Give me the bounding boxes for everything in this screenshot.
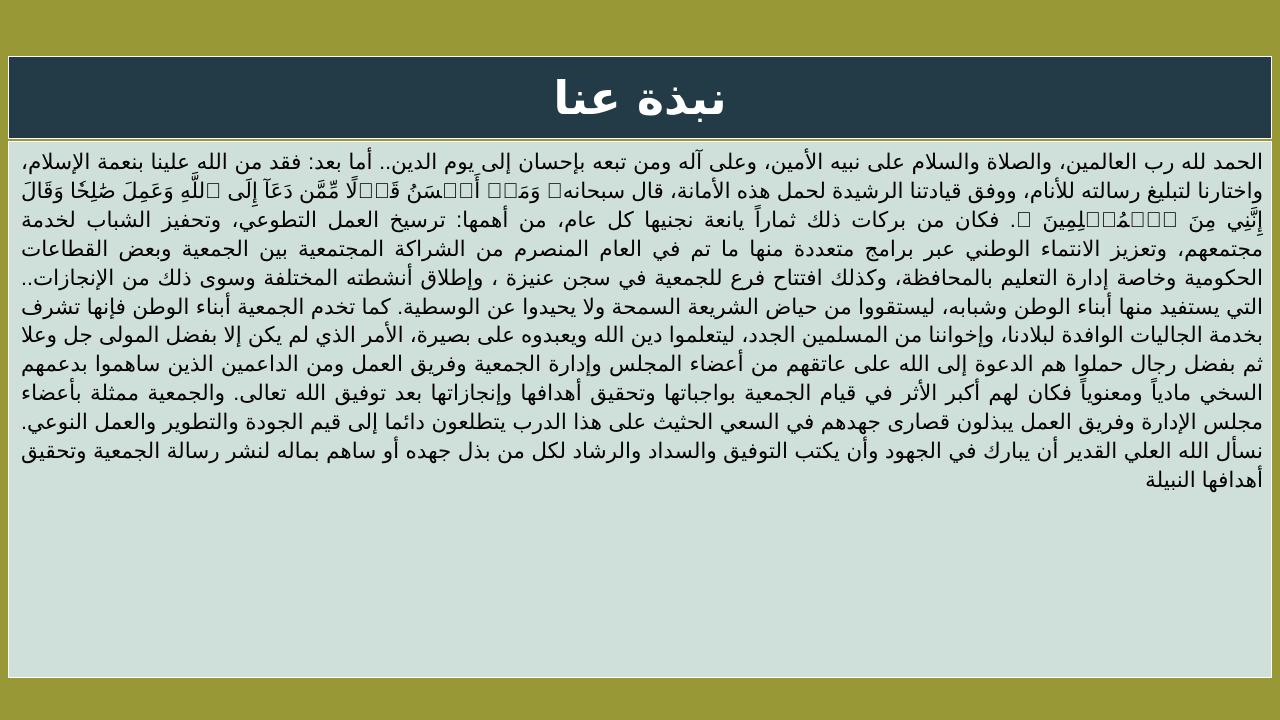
content-panel	[8, 141, 1272, 678]
about-paragraph: الحمد لله رب العالمين، والصلاة والسلام على نبيه الأمين، وعلى آله ومن تبعه بإحسان إلى يوم الدين.. أما بعد: فقد من الله علينا بنعمة الإسلام، واختارنا لتبليغ رسالته للأنام، ووفق قيادتنا الرشيدة لحمل هذه الأمانة، قال سبحانه﴿ وَمَنۡ أَحۡسَنُ قَوۡلًا مِّمَّن دَعَآ إِلَى ٱللَّهِ وَعَمِلَ صَٰلِحٗا وَقَالَ إِنَّنِي مِنَ ٱلۡمُسۡلِمِينَ ﴾. فكان من بركات ذلك ثماراً يانعة نجنيها كل عام، من أهمها: ترسيخ العمل التطوعي، وتحفيز الشباب لخدمة مجتمعهم، وتعزيز الانتماء الوطني عبر برامج متعددة منها ما تم في العام المنصرم من الشراكة المجتمعية بين الجمعية وبعض القطاعات الحكومية وخاصة إدارة التعليم بالمحافظة، وكذلك افتتاح فرع للجمعية في سجن عنيزة ، وإطلاق أنشطته المختلفة وسوى ذلك من الإنجازات.. التي يستفيد منها أبناء الوطن وشبابه، ليستقووا من حياض الشريعة السمحة ولا يحيدوا عن الوسطية. كما تخدم الجمعية أبناء الوطن فإنها تشرف بخدمة الجاليات الوافدة لبلادنا، وإخواننا من المسلمين الجدد، ليتعلموا دين الله ويعبدوه على بصيرة، الأمر الذي لم يكن إلا بفضل المولى جل وعلا ثم بفضل رجال حملوا هم الدعوة إلى الله على عاتقهم من أعضاء المجلس وإدارة الجمعية وفريق العمل ومن الداعمين الذين ساهموا بدعمهم السخي مادياً ومعنوياً فكان لهم أكبر الأثر في قيام الجمعية بواجباتها وتحقيق أهدافها وإنجازاتها بعد توفيق الله تعالى. والجمعية ممثلة بأعضاء مجلس الإدارة وفريق العمل يبذلون قصارى جهدهم في السعي الحثيث على هذا الدرب يتطلعون دائما إلى قيم الجودة والتطوير والعمل النوعي. نسأل الله العلي القدير أن يبارك في الجهود وأن يكتب التوفيق والسداد والرشاد لكل من بذل جهده أو ساهم بماله لنشر رسالة الجمعية وتحقيق أهدافها النبيلة	[21, 150, 1263, 492]
title-banner	[8, 56, 1272, 139]
page-title: نبذة عنا	[553, 70, 727, 125]
